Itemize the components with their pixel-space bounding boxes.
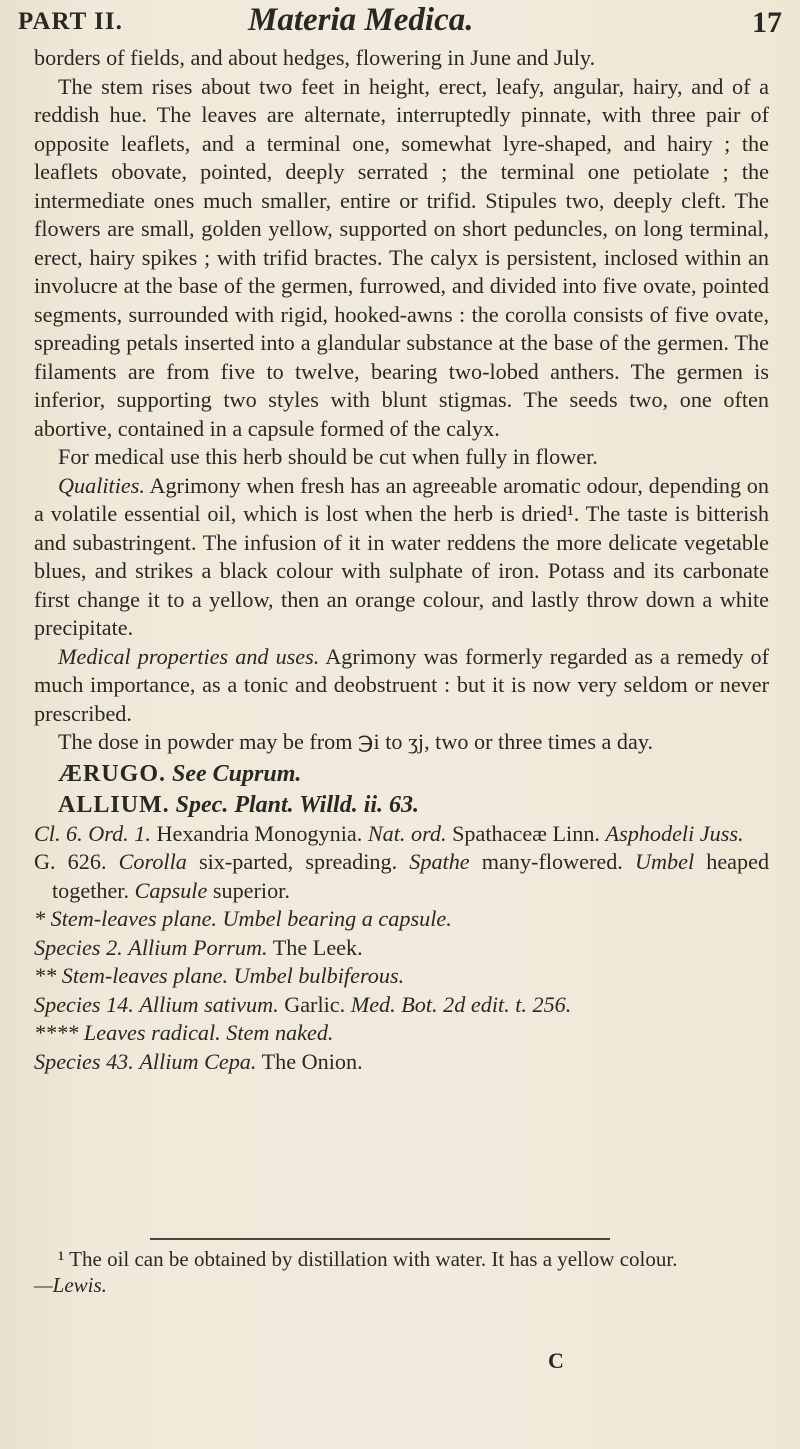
species-section-2 <box>34 962 769 991</box>
species-section-1 <box>34 905 769 934</box>
species-onion <box>34 1048 769 1077</box>
aerugo-see: See Cuprum. <box>172 760 302 787</box>
running-title: Materia Medica. <box>248 2 474 38</box>
natural-order-juss: Asphodeli Juss. <box>605 820 744 846</box>
natural-order-linn: Spathaceæ Linn. <box>452 820 600 846</box>
footnote-divider <box>150 1238 610 1240</box>
qualities-label: Qualities. <box>58 472 145 498</box>
qualities-text: Agrimony when fresh has an agreeable aromatic odour, depending on a volatile essential oil, which is lost when the herb is dried¹. The taste is bitterish and subastringent. The infusion of it in water reddens the more delicate vegetable blues, and strikes a black colour with sulphate of iron. Potass and its carbonate first change it to a yellow, then an orange colour, and lastly throw down a white precipitate. <box>34 472 769 640</box>
species-section-3 <box>34 1019 769 1048</box>
paragraph-medical-use: For medical use this herb should be cut when fully in flower. <box>58 444 598 469</box>
footnote-author-name: —Lewis. <box>34 1273 107 1297</box>
species-reference: Med. Bot. 2d edit. t. 256. <box>350 991 572 1017</box>
entry-aerugo <box>34 760 769 789</box>
aerugo-heading: ÆRUGO. <box>58 760 166 787</box>
medical-text: Agrimony was formerly regarded as a remedy of much importance, as a tonic and deobstruent : but it is now very seldom or never prescribed. <box>34 643 769 726</box>
species-common-name: The Onion. <box>261 1048 363 1074</box>
species-group-marker: **** Leaves radical. Stem naked. <box>34 1020 334 1045</box>
species-latin-name: Allium sativum. <box>139 991 279 1017</box>
allium-classification <box>34 820 769 849</box>
species-leek <box>34 934 769 963</box>
class-order: Cl. 6. Ord. 1. <box>34 820 151 846</box>
paragraph-medical-properties <box>34 643 769 729</box>
page-number: 17 <box>752 6 782 39</box>
paragraph-description: The stem rises about two feet in height, erect, leafy, angular, hairy, and of a reddish hue. The leaves are alternate, interruptedly pinnate, with three pair of opposite leaflets, and a terminal one, somewhat lyre-shaped, and hairy ; the leaflets obovate, pointed, deeply serrated ; the terminal one petiolate ; the intermediate ones much smaller, entire or trifid. Stipules two, deeply cleft. The flowers are small, golden yellow, supported on short peduncles, on long terminal, erect, hairy spikes ; with trifid bractes. The calyx is persistent, inclosed within an involucre at the base of the germen, furrowed, and divided into five ovate, pointed segments, surrounded with rigid, hooked-awns : the corolla consists of five ovate, spreading petals inserted into a glandular substance at the base of the germen. The filaments are from five to twelve, bearing two-lobed anthers. The germen is inferior, supporting two styles with blunt stigmas. The seeds two, one often abortive, contained in a capsule formed of the calyx. <box>34 73 769 441</box>
species-number: Species 43. <box>34 1048 134 1074</box>
genus-capsule-label: Capsule <box>134 877 208 903</box>
paragraph-dose: The dose in powder may be from ℈i to ʒj, two or three times a day. <box>58 729 654 754</box>
species-common-name: Garlic. <box>284 991 346 1017</box>
genus-number: G. 626. <box>34 849 107 874</box>
species-common-name: The Leek. <box>272 934 363 960</box>
allium-heading: ALLIUM. <box>58 792 170 818</box>
natural-order-label: Nat. ord. <box>367 820 447 846</box>
main-text <box>34 44 769 1076</box>
species-garlic <box>34 991 769 1020</box>
genus-corolla-label: Corolla <box>118 849 187 874</box>
medical-label: Medical properties and uses. <box>58 643 320 669</box>
species-latin-name: Allium Cepa. <box>139 1048 257 1074</box>
genus-capsule-text: superior. <box>212 877 290 903</box>
genus-corolla-text: six-parted, spreading. <box>198 849 398 874</box>
entry-allium <box>34 791 769 820</box>
footnote-author <box>34 1272 769 1298</box>
species-number: Species 2. <box>34 934 123 960</box>
genus-spathe-text: many-flowered. <box>481 849 623 874</box>
allium-reference: Spec. Plant. Willd. ii. 63. <box>175 792 420 818</box>
genus-spathe-label: Spathe <box>409 849 470 874</box>
footnote <box>34 1246 769 1298</box>
paragraph-flowering: borders of fields, and about hedges, flowering in June and July. <box>34 45 596 70</box>
genus-umbel-label: Umbel <box>634 849 695 874</box>
signature-mark: C <box>548 1348 564 1373</box>
genus-umbel-text: heaped together. <box>52 849 770 903</box>
part-label: PART II. <box>18 8 123 35</box>
species-group-marker: * Stem-leaves plane. Umbel bearing a capsule. <box>34 906 452 931</box>
allium-genus <box>34 848 769 905</box>
species-number: Species 14. <box>34 991 134 1017</box>
species-latin-name: Allium Porrum. <box>128 934 268 960</box>
footnote-text: ¹ The oil can be obtained by distillation with water. It has a yellow colour. <box>58 1247 678 1271</box>
class-name: Hexandria Monogynia. <box>156 820 363 846</box>
paragraph-qualities <box>34 472 769 643</box>
species-group-marker: ** Stem-leaves plane. Umbel bulbiferous. <box>34 963 405 988</box>
